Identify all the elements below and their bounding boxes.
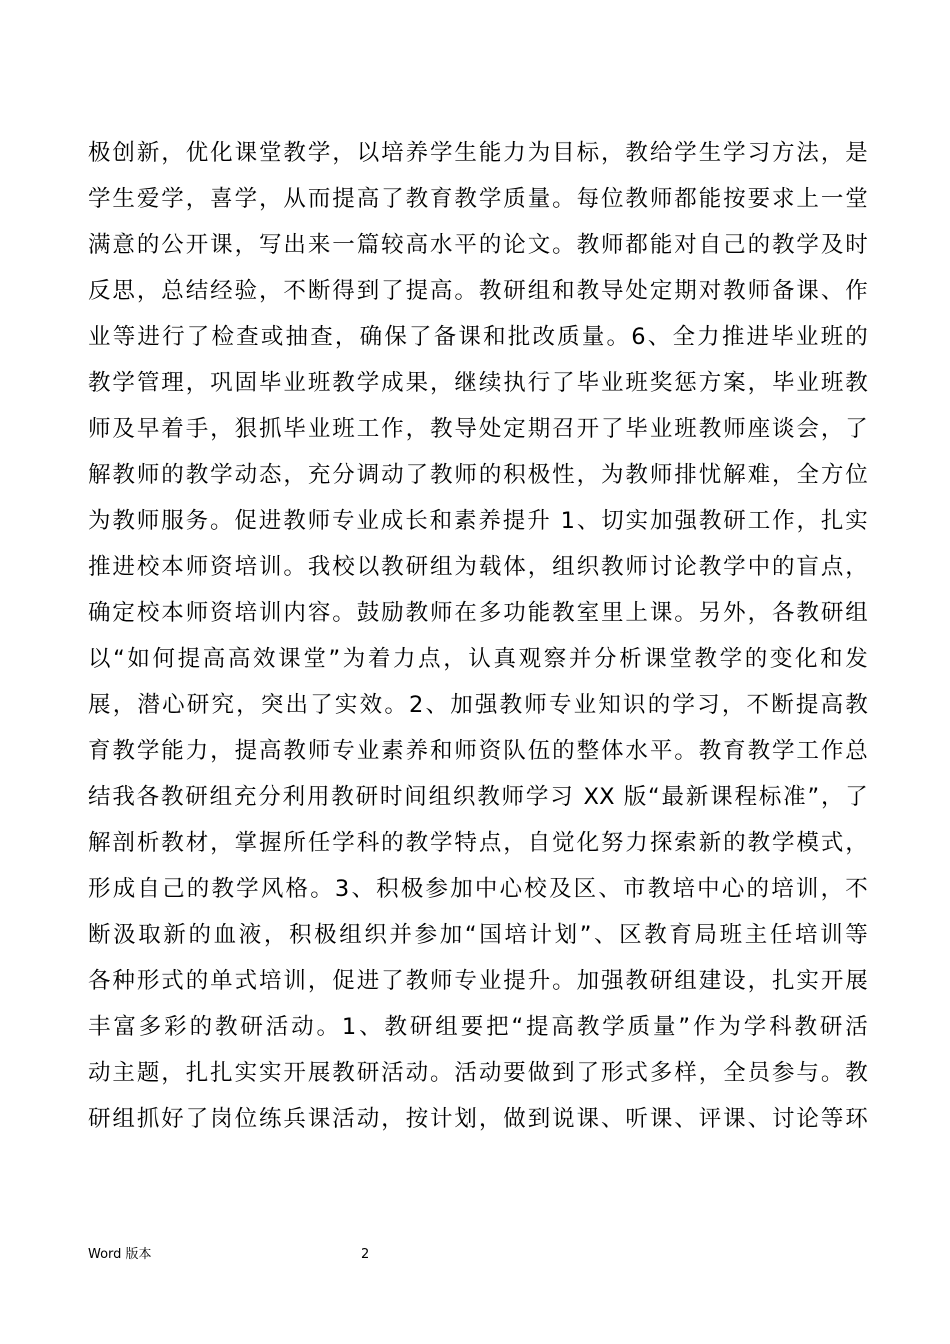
text-line: 反思，总结经验，不断得到了提高。教研组和教导处定期对教师备课、作 (88, 278, 868, 304)
text-line: 动主题，扎扎实实开展教研活动。活动要做到了形式多样，全员参与。教 (88, 1060, 868, 1086)
text-line: 解教师的教学动态，充分调动了教师的积极性，为教师排忧解难，全方位 (88, 462, 868, 488)
text-line: 推进校本师资培训。我校以教研组为载体，组织教师讨论教学中的盲点， (88, 554, 868, 580)
text-line: 师及早着手，狠抓毕业班工作，教导处定期召开了毕业班教师座谈会，了 (88, 416, 868, 442)
text-line: 解剖析教材，掌握所任学科的教学特点，自觉化努力探索新的教学模式， (88, 830, 868, 856)
text-line: 确定校本师资培训内容。鼓励教师在多功能教室里上课。另外，各教研组 (88, 600, 868, 626)
text-line: 研组抓好了岗位练兵课活动，按计划，做到说课、听课、评课、讨论等环 (88, 1106, 868, 1132)
text-line: 业等进行了检查或抽查，确保了备课和批改质量。6、全力推进毕业班的 (88, 324, 868, 350)
text-line: 结我各教研组充分利用教研时间组织教师学习 XX 版“最新课程标准”，了 (88, 784, 868, 810)
page-number: 2 (361, 1247, 370, 1262)
text-line: 以“如何提高高效课堂”为着力点，认真观察并分析课堂教学的变化和发 (88, 646, 868, 672)
text-line: 各种形式的单式培训，促进了教师专业提升。加强教研组建设，扎实开展 (88, 968, 868, 994)
text-line: 断汲取新的血液，积极组织并参加“国培计划”、区教育局班主任培训等 (88, 922, 868, 948)
text-line: 丰富多彩的教研活动。1、教研组要把“提高教学质量”作为学科教研活 (88, 1014, 868, 1040)
text-line: 形成自己的教学风格。3、积极参加中心校及区、市教培中心的培训，不 (88, 876, 868, 902)
text-line: 为教师服务。促进教师专业成长和素养提升 1、切实加强教研工作，扎实 (88, 508, 868, 534)
footer-label: Word 版本 (88, 1247, 152, 1262)
body-text (88, 130, 868, 1142)
text-line: 育教学能力，提高教师专业素养和师资队伍的整体水平。教育教学工作总 (88, 738, 868, 764)
text-line: 展，潜心研究，突出了实效。2、加强教师专业知识的学习，不断提高教 (88, 692, 868, 718)
text-line: 教学管理，巩固毕业班教学成果，继续执行了毕业班奖惩方案，毕业班教 (88, 370, 868, 396)
text-line: 学生爱学，喜学，从而提高了教育教学质量。每位教师都能按要求上一堂 (88, 186, 868, 212)
text-line: 满意的公开课，写出来一篇较高水平的论文。教师都能对自己的教学及时 (88, 232, 868, 258)
text-line: 极创新，优化课堂教学，以培养学生能力为目标，教给学生学习方法，是 (88, 140, 868, 166)
